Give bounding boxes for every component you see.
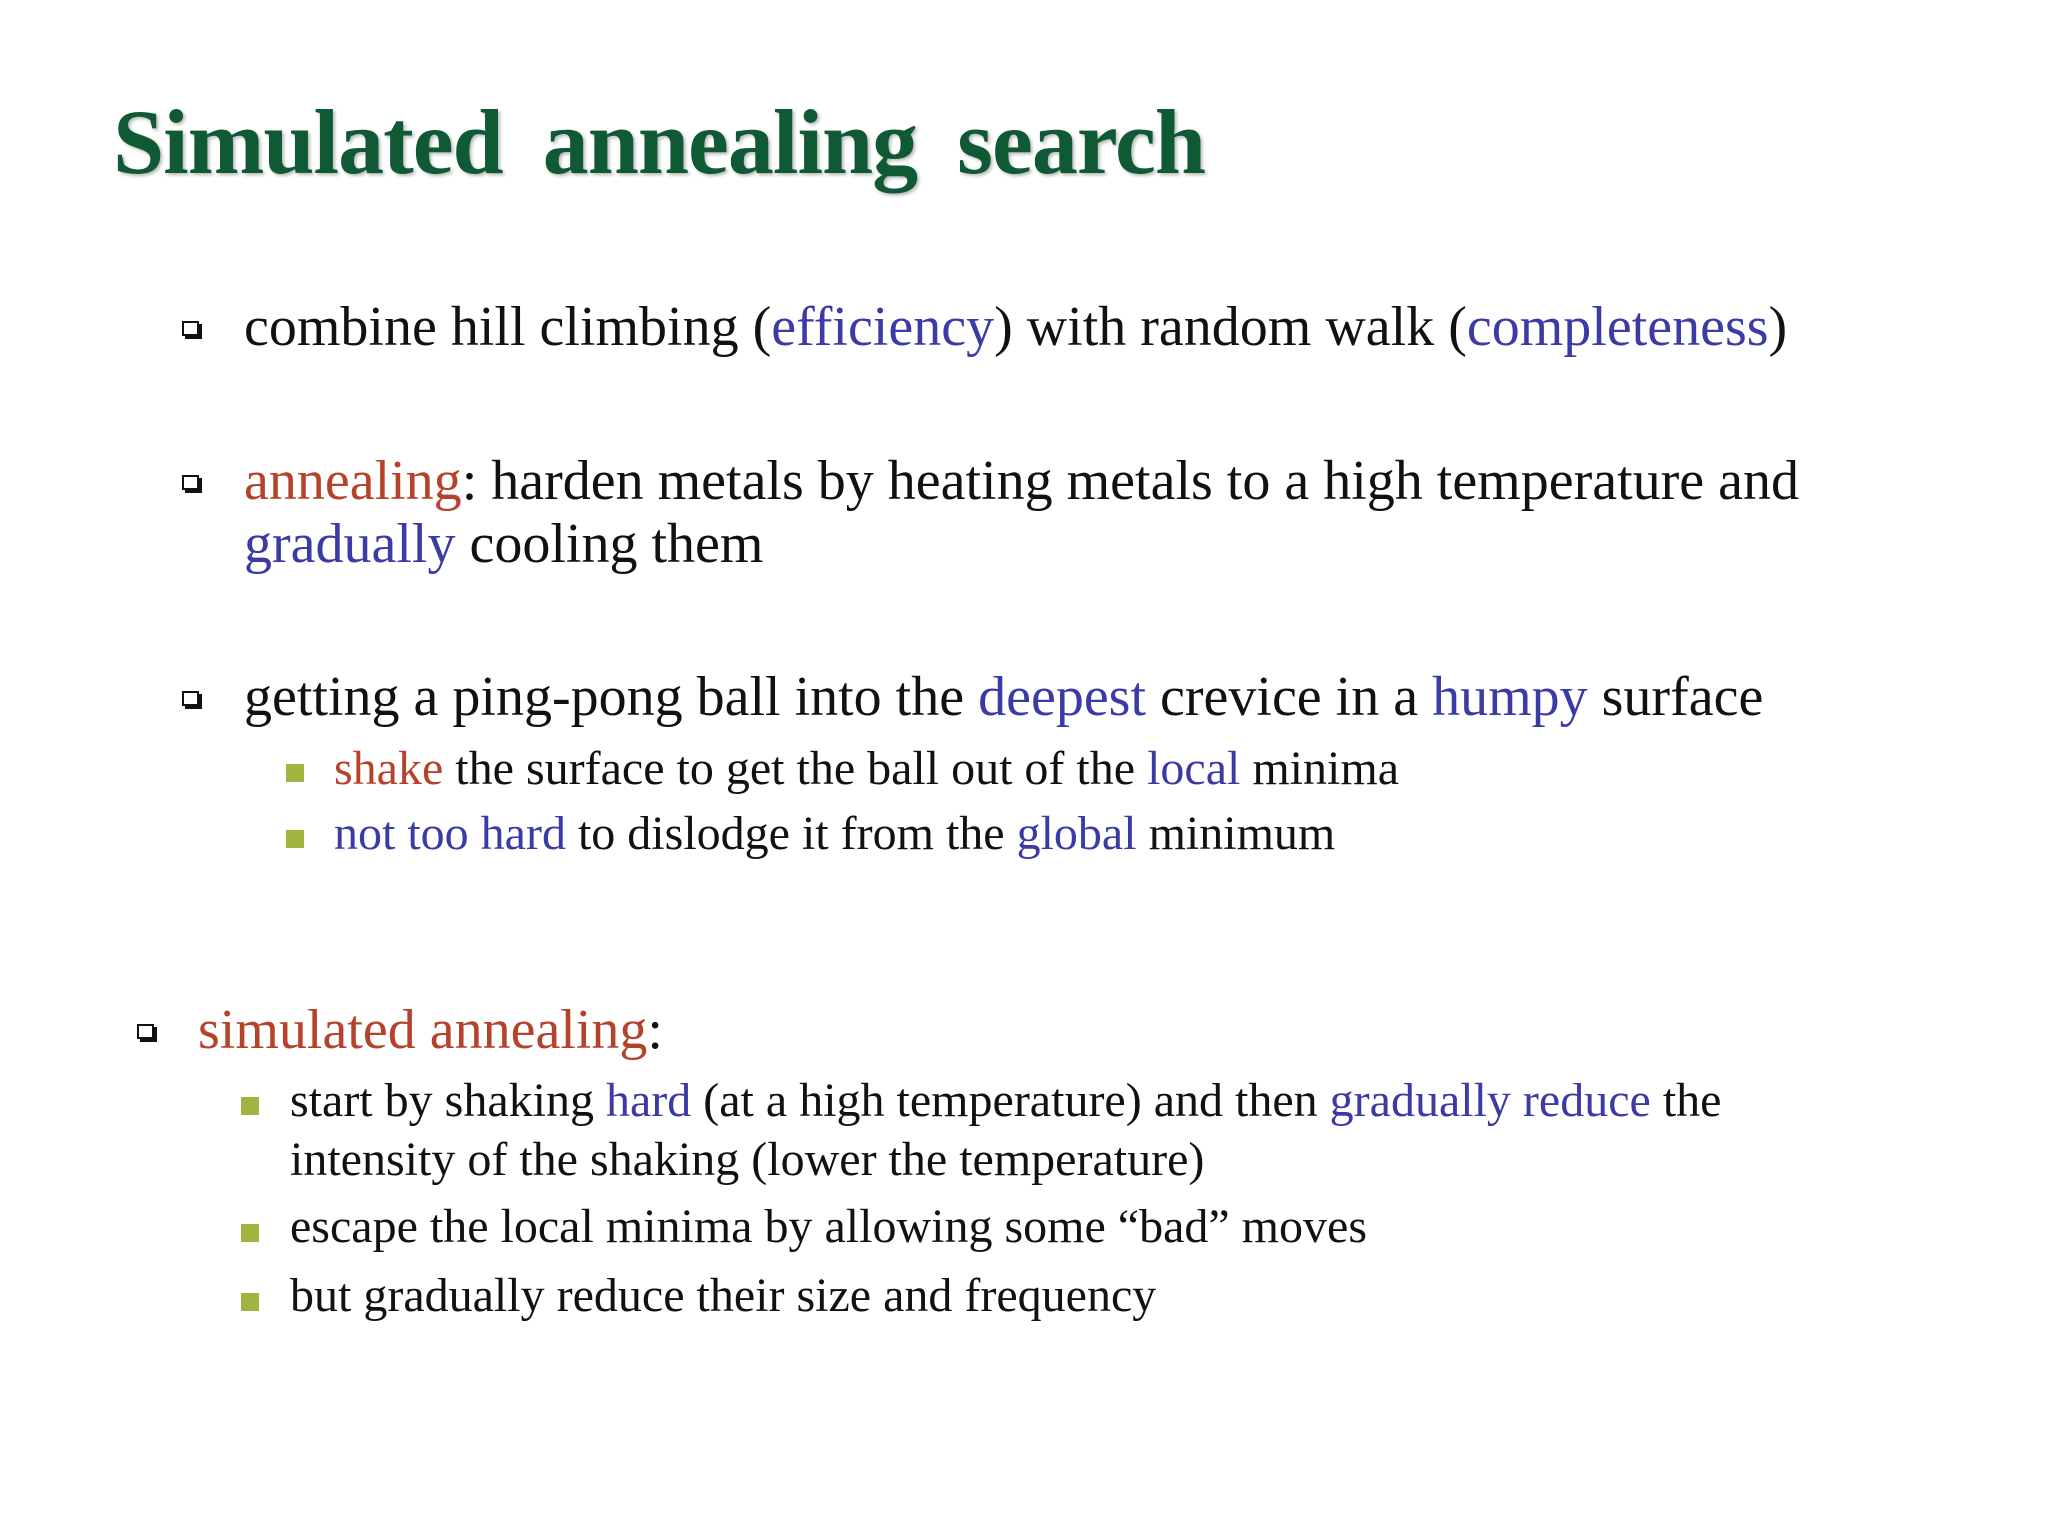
highlight-local: local [1147, 742, 1241, 795]
bullet-3-marker [182, 691, 199, 706]
bullet-2-line-1 [244, 451, 1799, 511]
bullet-1-marker [182, 321, 199, 336]
text-segment: ) with random walk ( [994, 296, 1467, 358]
text-segment: ) [1768, 296, 1788, 358]
text-segment: start by shaking [290, 1074, 606, 1127]
text-segment: : harden metals by heating metals to a high temperature and [461, 450, 1800, 512]
bullet-4-sub-2-marker [241, 1224, 259, 1242]
text-segment: intensity of the shaking (lower the temperature) [290, 1133, 1205, 1186]
highlight-global: global [1016, 807, 1137, 860]
bullet-4-sub-3 [290, 1269, 1156, 1323]
text-segment: surface [1587, 666, 1764, 728]
bullet-2-line-2 [244, 514, 763, 574]
bullet-4-sub-1-marker [241, 1097, 259, 1115]
text-segment: but gradually reduce their size and frequency [290, 1269, 1157, 1322]
text-segment: combine hill climbing ( [244, 296, 772, 358]
bullet-4-sub-1-line-2 [290, 1133, 1204, 1187]
bullet-1-line-1 [244, 297, 1787, 357]
text-segment: the surface to get the ball out of the [443, 742, 1148, 795]
text-segment: : [647, 999, 663, 1061]
bullet-3-sub-1 [334, 742, 1399, 796]
text-segment: (at a high temperature) and then [691, 1074, 1330, 1127]
highlight-not-too-hard: not too hard [334, 807, 566, 860]
highlight-annealing: annealing [244, 450, 462, 512]
text-segment: cooling them [455, 513, 764, 575]
text-segment: minimum [1136, 807, 1336, 860]
highlight-humpy: humpy [1432, 666, 1588, 728]
bullet-4-sub-2 [290, 1200, 1367, 1254]
highlight-gradually-reduce: gradually reduce [1329, 1074, 1651, 1127]
bullet-4-sub-3-marker [241, 1293, 259, 1311]
bullet-4-sub-1-line-1 [290, 1074, 1721, 1128]
text-segment: the [1650, 1074, 1722, 1127]
highlight-deepest: deepest [978, 666, 1147, 728]
bullet-4-marker [137, 1024, 154, 1039]
text-segment: getting a ping-pong ball into the [244, 666, 979, 728]
bullet-3-line-1 [244, 667, 1763, 727]
bullet-2-marker [182, 475, 199, 490]
highlight-gradually: gradually [244, 513, 456, 575]
bullet-3-sub-2 [334, 807, 1335, 861]
bullet-3-sub-2-marker [286, 830, 304, 848]
slide-title: Simulated annealing search [113, 91, 1205, 193]
text-segment: crevice in a [1146, 666, 1433, 728]
highlight-simulated-annealing: simulated annealing [198, 999, 648, 1061]
highlight-shake: shake [334, 742, 444, 795]
text-segment: minima [1240, 742, 1399, 795]
highlight-hard: hard [605, 1074, 692, 1127]
bullet-4-line-1 [198, 1000, 663, 1060]
highlight-completeness: completeness [1466, 296, 1769, 358]
text-segment: escape the local minima by allowing some “bad” moves [290, 1200, 1367, 1253]
text-segment: to dislodge it from the [565, 807, 1017, 860]
highlight-efficiency: efficiency [771, 296, 995, 358]
bullet-3-sub-1-marker [286, 764, 304, 782]
